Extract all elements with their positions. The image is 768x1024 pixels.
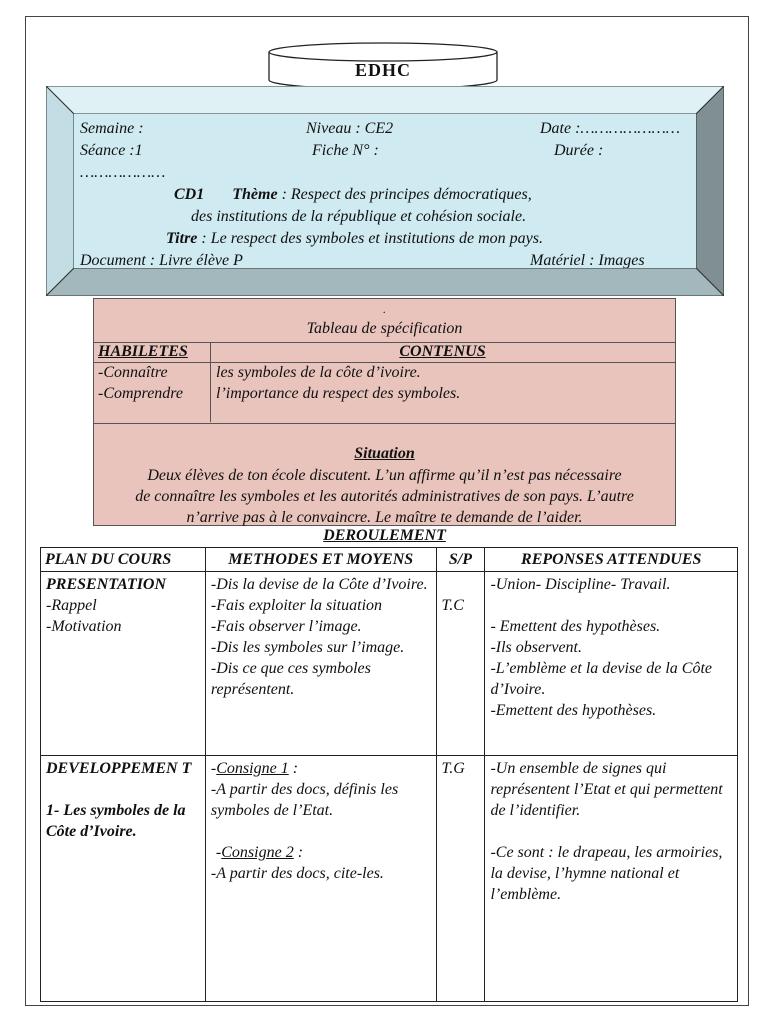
lesson-info-panel (74, 114, 696, 268)
theme-label: Thème (232, 186, 278, 203)
table-header-row (41, 548, 738, 572)
consigne-line (211, 758, 431, 779)
consigne-dash: - (210, 760, 217, 777)
consigne-text: -A partir des docs, cite-les. (210, 865, 384, 882)
sp-value: T.C (441, 597, 464, 614)
header-plan: PLAN DU COURS (41, 548, 206, 572)
consigne-colon: : (288, 760, 299, 777)
methode-item: -Fais observer l’image. (210, 618, 362, 635)
plan-cell (41, 756, 206, 1002)
theme-text: : Respect des principes démocratiques, (277, 186, 532, 203)
habiletes-header: HABILETES (98, 343, 188, 360)
situation-line: de connaître les symboles et les autorités administratives de son pays. L’autre (135, 488, 634, 505)
spec-header-divider (94, 362, 675, 363)
consigne-text: -A partir des docs, définis les symboles de l’Etat. (210, 781, 399, 819)
reponse-item: -L’emblème et la devise de la Côte d’Ivoire. (490, 660, 713, 698)
reponse-item: -Ce sont : le drapeau, les armoiries, la devise, l’hymne national et l’emblème. (490, 844, 723, 903)
situation-title: Situation (354, 445, 415, 462)
situation-line: n’arrive pas à le convaincre. Le maître te demande de l’aider. (186, 509, 583, 526)
specification-box (93, 298, 676, 526)
theme-text-cont: des institutions de la république et cohésion sociale. (191, 208, 527, 225)
presentation-title: PRESENTATION (46, 576, 167, 593)
seance-label: Séance :1 (80, 142, 143, 159)
spec-dot: . (383, 302, 386, 316)
table-row (41, 756, 738, 1002)
plan-item: -Motivation (46, 618, 122, 635)
methode-item: -Dis la devise de la Côte d’Ivoire. (210, 576, 428, 593)
habilete-item: -Comprendre (98, 385, 184, 402)
reponse-item: -Ils observent. (490, 639, 582, 656)
plan-item: -Rappel (46, 597, 97, 614)
reponse-item: -Union- Discipline- Travail. (490, 576, 671, 593)
duree-label: Durée : (554, 142, 604, 159)
lesson-plan-table (40, 547, 738, 1002)
titre-line (166, 228, 543, 250)
consigne-label: Consigne 1 (216, 760, 289, 777)
fiche-label: Fiche N° : (312, 142, 379, 159)
theme-line (174, 184, 532, 206)
reponse-item: - Emettent des hypothèses. (490, 618, 661, 635)
habilete-item: -Connaître (98, 364, 168, 381)
methodes-cell (205, 572, 436, 756)
consigne-dash: - (215, 844, 222, 861)
cd-label: CD1 (174, 186, 205, 203)
consigne-line (211, 842, 431, 863)
reponses-cell (485, 572, 738, 756)
developpement-title: DEVELOPPEMEN T (46, 760, 192, 777)
methodes-cell (205, 756, 436, 1002)
table-row (41, 572, 738, 756)
plan-subtitle: 1- Les symboles de la Côte d’Ivoire. (46, 802, 186, 840)
sp-cell (436, 572, 485, 756)
contenu-item: les symboles de la côte d’ivoire. (216, 364, 421, 381)
consigne-colon: : (293, 844, 304, 861)
methode-item: -Dis les symboles sur l’image. (210, 639, 405, 656)
deroulement-title: DEROULEMENT (323, 527, 446, 544)
reponses-cell (485, 756, 738, 1002)
header-sp: S/P (436, 548, 485, 572)
materiel-label: Matériel : Images (530, 252, 645, 268)
methode-item: -Dis ce que ces symboles représentent. (210, 660, 371, 698)
sp-cell (436, 756, 485, 1002)
contenu-item: l’importance du respect des symboles. (216, 385, 461, 402)
sp-value: T.G (441, 760, 465, 777)
dots-line: ……………… (80, 164, 166, 181)
subject-title: EDHC (354, 60, 411, 80)
semaine-label: Semaine : (80, 120, 144, 137)
header-methodes: METHODES ET MOYENS (205, 548, 436, 572)
spec-divider (94, 423, 675, 424)
plan-cell (41, 572, 206, 756)
contenus-header: CONTENUS (399, 343, 486, 360)
header-reponses: REPONSES ATTENDUES (485, 548, 738, 572)
titre-label: Titre (166, 230, 198, 247)
reponse-item: -Emettent des hypothèses. (490, 702, 657, 719)
methode-item: -Fais exploiter la situation (210, 597, 383, 614)
date-label: Date :………………… (540, 120, 681, 137)
spec-title: Tableau de spécification (306, 320, 463, 337)
document-label: Document : Livre élève P (80, 252, 243, 268)
niveau-label: Niveau : CE2 (306, 120, 394, 137)
reponse-item: -Un ensemble de signes qui représentent l’Etat et qui permettent de l’identifier. (490, 760, 723, 819)
titre-text: : Le respect des symboles et institutions de mon pays. (197, 230, 543, 247)
situation-line: Deux élèves de ton école discutent. L’un affirme qu’il n’est pas nécessaire (147, 467, 622, 484)
consigne-label: Consigne 2 (221, 844, 294, 861)
